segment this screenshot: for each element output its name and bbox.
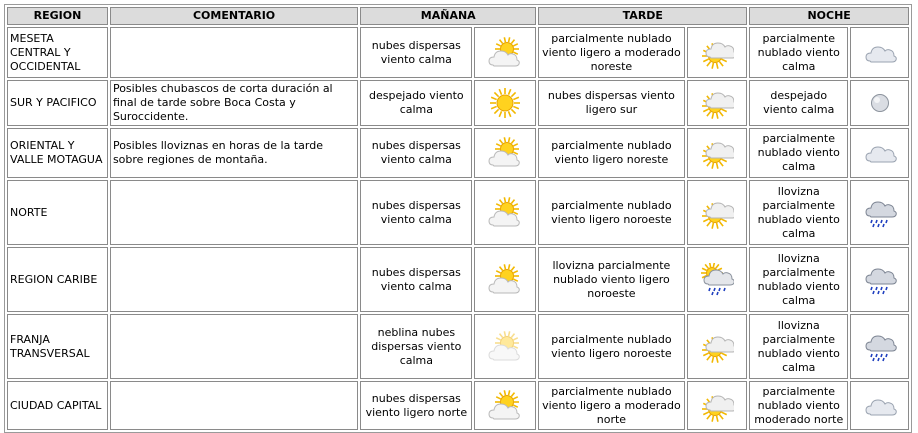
cloud-icon [863, 136, 897, 170]
table-row [7, 80, 909, 126]
comment-cell [110, 381, 358, 430]
morning-text: nubes dispersas viento ligero norte [360, 381, 472, 430]
sun-behind-cloud-icon [700, 196, 734, 230]
table-row [7, 27, 909, 78]
afternoon-text: parcialmente nublado viento ligero noroeste [538, 180, 684, 245]
night-text: parcialmente nublado viento moderado norte [749, 381, 848, 430]
comment-cell [110, 27, 358, 78]
region-cell: NORTE [7, 180, 108, 245]
table-row [7, 180, 909, 245]
afternoon-text: parcialmente nublado viento ligero noroeste [538, 314, 684, 379]
sun-behind-cloud-icon [700, 389, 734, 423]
night-text: despejado viento calma [749, 80, 848, 126]
afternoon-text: parcialmente nublado viento ligero a moderado norte [538, 381, 684, 430]
header-tarde: TARDE [538, 7, 747, 25]
moon-icon [863, 86, 897, 120]
drizzle-cloud-icon [863, 330, 897, 364]
sun-cloud-icon [488, 196, 522, 230]
comment-cell: Posibles chubascos de corta duración al final de tarde sobre Boca Costa y Suroccidente. [110, 80, 358, 126]
forecast-panel [4, 4, 912, 433]
region-cell: SUR Y PACIFICO [7, 80, 108, 126]
region-cell: FRANJA TRANSVERSAL [7, 314, 108, 379]
comment-cell: Posibles lloviznas en horas de la tarde sobre regiones de montaña. [110, 128, 358, 178]
morning-text: neblina nubes dispersas viento calma [360, 314, 472, 379]
forecast-table [4, 4, 912, 433]
table-row [7, 314, 909, 379]
table-row [7, 247, 909, 312]
drizzle-cloud-icon [863, 196, 897, 230]
night-text: llovizna parcialmente nublado viento calma [749, 314, 848, 379]
cloud-icon [863, 36, 897, 70]
sun-cloud-icon [488, 389, 522, 423]
header-comentario: COMENTARIO [110, 7, 358, 25]
comment-cell [110, 314, 358, 379]
afternoon-text: nubes dispersas viento ligero sur [538, 80, 684, 126]
sun-behind-cloud-icon [700, 136, 734, 170]
morning-text: nubes dispersas viento calma [360, 27, 472, 78]
night-text: llovizna parcialmente nublado viento calma [749, 247, 848, 312]
region-cell: REGION CARIBE [7, 247, 108, 312]
header-region: REGION [7, 7, 108, 25]
comment-cell [110, 247, 358, 312]
sun-cloud-icon [488, 136, 522, 170]
morning-text: nubes dispersas viento calma [360, 247, 472, 312]
night-text: parcialmente nublado viento calma [749, 27, 848, 78]
sun-cloud-icon [488, 263, 522, 297]
night-text: llovizna parcialmente nublado viento calma [749, 180, 848, 245]
region-cell: MESETA CENTRAL Y OCCIDENTAL [7, 27, 108, 78]
table-row [7, 381, 909, 430]
morning-text: nubes dispersas viento calma [360, 180, 472, 245]
region-cell: ORIENTAL Y VALLE MOTAGUA [7, 128, 108, 178]
sun-behind-cloud-icon [700, 330, 734, 364]
sun-drizzle-icon [700, 263, 734, 297]
header-noche: NOCHE [749, 7, 909, 25]
sun-cloud-icon [488, 36, 522, 70]
sun-behind-cloud-icon [700, 36, 734, 70]
afternoon-text: llovizna parcialmente nublado viento ligero noroeste [538, 247, 684, 312]
header-manana: MAÑANA [360, 7, 536, 25]
morning-text: nubes dispersas viento calma [360, 128, 472, 178]
sun-icon [488, 86, 522, 120]
region-cell: CIUDAD CAPITAL [7, 381, 108, 430]
drizzle-cloud-icon [863, 263, 897, 297]
afternoon-text: parcialmente nublado viento ligero noreste [538, 128, 684, 178]
afternoon-text: parcialmente nublado viento ligero a moderado noreste [538, 27, 684, 78]
sun-behind-cloud-icon [700, 86, 734, 120]
night-text: parcialmente nublado viento calma [749, 128, 848, 178]
table-row [7, 128, 909, 178]
morning-text: despejado viento calma [360, 80, 472, 126]
cloud-icon [863, 389, 897, 423]
header-row [7, 7, 909, 25]
comment-cell [110, 180, 358, 245]
fog-sun-icon [488, 330, 522, 364]
